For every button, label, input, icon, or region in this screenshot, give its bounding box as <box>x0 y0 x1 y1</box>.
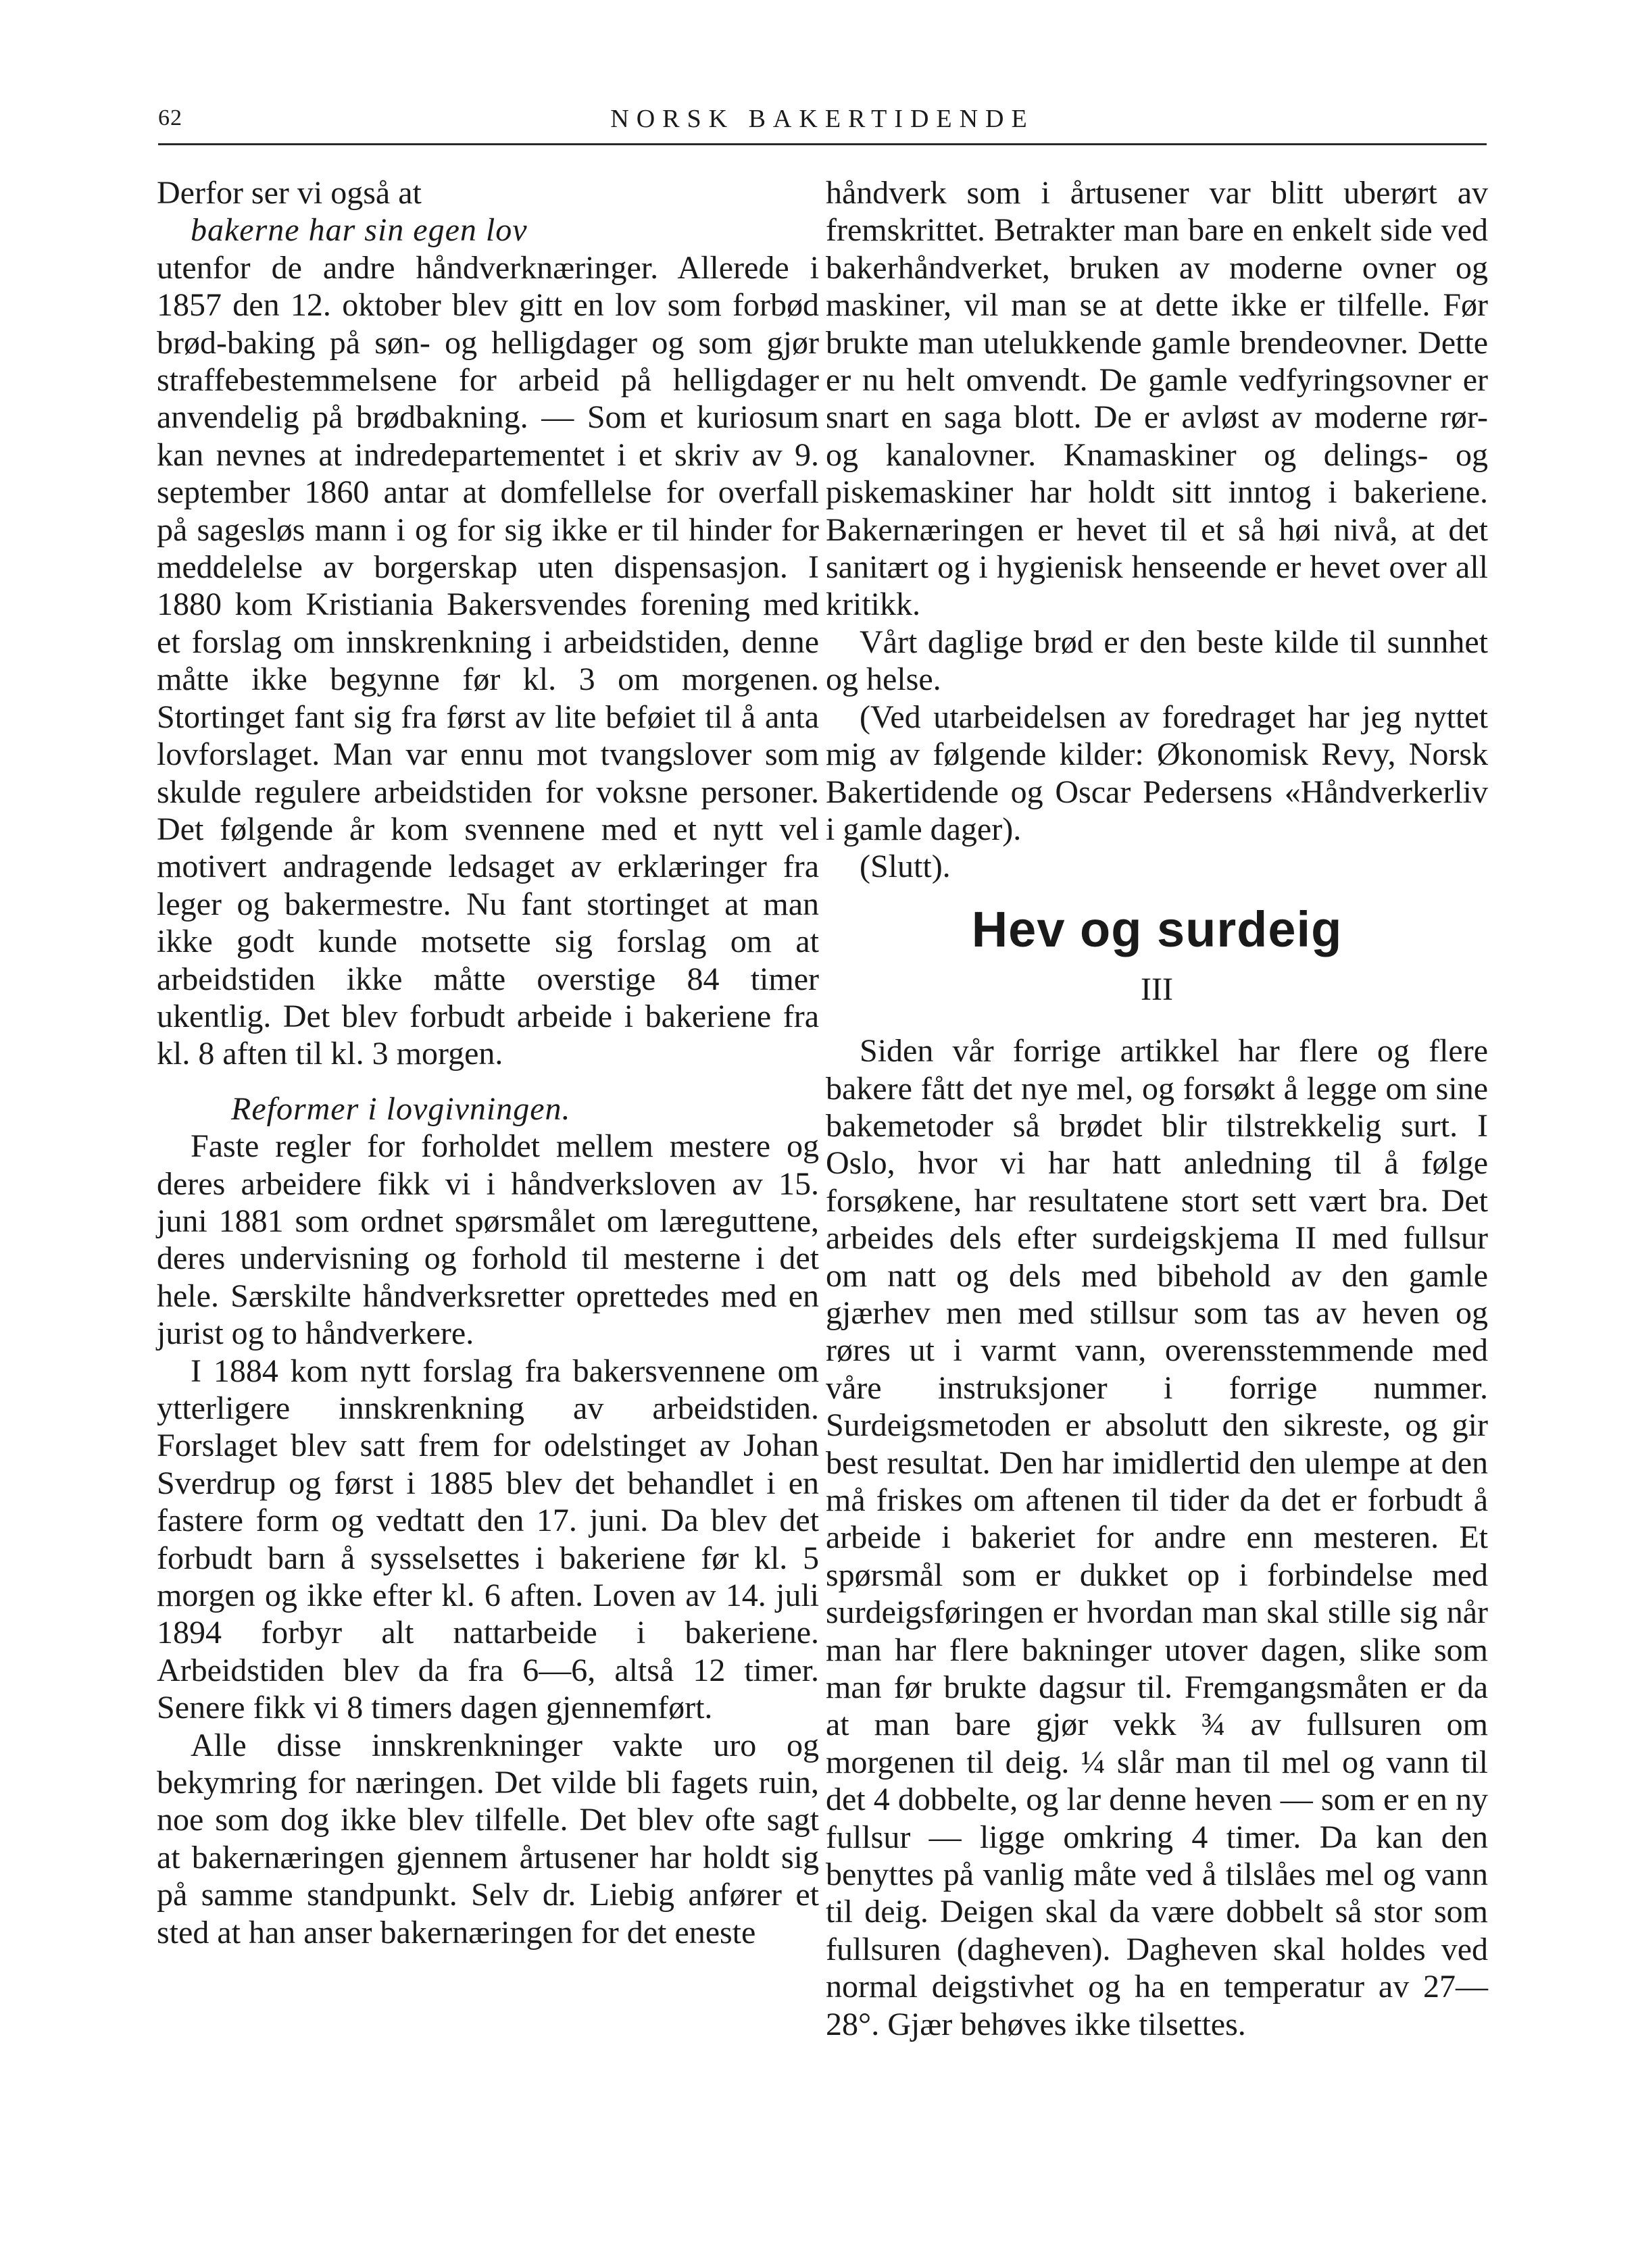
paragraph: Siden vår forrige artikkel har flere og flere bakere fått det nye mel, og forsøkt å legge om sine bakemetoder så brødet blir tilstrekkelig surt. I Oslo, hvor vi har hatt anledning til å følge forsøkene, har resultatene stort sett vært bra. Det arbeides dels efter surdeigskjema II med fullsur om natt og dels med bibehold av den gamle gjærhev men med stillsur som tas av heven og røres ut i varmt vann, overensstemmende med våre instruksjoner i forrige nummer. Surdeigsmetoden er absolutt den sikreste, og gir best resultat. Den har imidlertid den ulempe at den må friskes om aftenen til tider da det er forbudt å arbeide i bakeriet for andre enn mesteren. Et spørsmål som er dukket op i forbindelse med surdeigsføringen er hvordan man skal stille sig når man har flere bakninger utover dagen, slike som man før brukte dagsur til. Fremgangsmåten er da at man bare gjør vekk ¾ av fullsuren om morgenen til deig. ¼ slår man til mel og vann til det 4 dobbelte, og lar denne heven — som er en ny fullsur — ligge omkring 4 timer. Da kan den benyttes på vanlig måte ved å tilslåes mel og vann til deig. Deigen skal da være dobbelt så stor som fullsuren (dagheven). Dagheven skal holdes ved normal deigstivhet og ha en temperatur av 27—28°. Gjær behøves ikke tilsettes. <box>826 1033 1488 2042</box>
right-column <box>826 174 1488 2043</box>
intro-line: Derfor ser vi også at <box>157 175 422 211</box>
section-subheading: bakerne har sin egen lov <box>191 212 528 249</box>
left-column <box>157 174 819 1951</box>
article-title: Hev og surdeig <box>971 901 1343 957</box>
paragraph: (Ved utarbeidelsen av foredraget har jeg nyttet mig av følgende kilder: Økonomisk Revy, Norsk Bakertidende og Oscar Pedersens «Håndverkerliv i gamle dager). <box>826 699 1488 847</box>
paragraph: Alle disse innskrenkninger vakte uro og bekymring for næringen. Det vilde bli fagets ruin, noe som dog ikke blev tilfelle. Det blev ofte sagt at bakernæringen gjennem årtusener har holdt sig på samme standpunkt. Selv dr. Liebig anfører et sted at han anser bakernæringen for det eneste <box>157 1727 819 1950</box>
running-title: NORSK BAKERTIDENDE <box>610 105 1035 133</box>
section-subheading: Reformer i lovgivningen. <box>231 1090 571 1127</box>
page-header <box>158 101 1487 149</box>
paragraph: I 1884 kom nytt forslag fra bakersvennene om ytterligere innskrenkning av arbeidstiden. Forslaget blev satt frem for odelstinget av Johan Sverdrup og først i 1885 blev det behandlet i en fastere form og vedtatt den 17. juni. Da blev det forbudt barn å sysselsettes i bakeriene før kl. 5 morgen og ikke efter kl. 6 aften. Loven av 14. juli 1894 forbyr alt nattarbeide i bakeriene. Arbeidstiden blev da fra 6—6, altså 12 timer. Senere fikk vi 8 timers dagen gjennemført. <box>157 1353 819 1726</box>
article-part-number: III <box>1141 971 1173 1007</box>
paragraph: håndverk som i årtusener var blitt uberørt av fremskrittet. Betrakter man bare en enkelt side ved bakerhåndverket, bruken av moderne ovner og maskiner, vil man se at dette ikke er tilfelle. Før brukte man utelukkende gamle brendeovner. Dette er nu helt omvendt. De gamle vedfyringsovner er snart en saga blott. De er avløst av moderne rør- og kanalovner. Knamaskiner og delings- og piskemaskiner har holdt sitt inntog i bakeriene. Bakernæringen er hevet til et så høi nivå, at det sanitært og i hygienisk henseende er hevet over all kritikk. <box>826 175 1488 623</box>
header-rule <box>158 143 1487 145</box>
paragraph: Faste regler for forholdet mellem mestere og deres arbeidere fikk vi i håndverksloven av 15. juni 1881 som ordnet spørsmålet om læreguttene, deres undervisning og forhold til mesterne i det hele. Særskilte håndverksretter oprettedes med en jurist og to håndverkere. <box>157 1128 819 1352</box>
paragraph: utenfor de andre håndverknæringer. Allerede i 1857 den 12. oktober blev gitt en lov som forbød brød-baking på søn- og helligdager og som gjør straffebestemmelsene for arbeid på helligdager anvendelig på brødbakning. — Som et kuriosum kan nevnes at indredepartementet i et skriv av 9. september 1860 antar at domfellelse for overfall på sagesløs mann i og for sig ikke er til hinder for meddelelse av borgerskap uten dispensasjon. I 1880 kom Kristiania Bakersvendes forening med et forslag om innskrenkning i arbeidstiden, denne måtte ikke begynne før kl. 3 om morgenen. Stortinget fant sig fra først av lite beføiet til å anta lovforslaget. Man var ennu mot tvangslover som skulde regulere arbeidstiden for voksne personer. Det følgende år kom svennene med et nytt vel motivert andragende ledsaget av erklæringer fra leger og bakermestre. Nu fant stortinget at man ikke godt kunde motsette sig forslag om at arbeidstiden ikke måtte overstige 84 timer ukentlig. Det blev forbudt arbeide i bakeriene fra kl. 8 aften til kl. 3 morgen. <box>157 249 819 1072</box>
page-number: 62 <box>158 105 182 130</box>
paragraph: Vårt daglige brød er den beste kilde til sunnhet og helse. <box>826 624 1488 698</box>
end-note: (Slutt). <box>860 849 951 885</box>
